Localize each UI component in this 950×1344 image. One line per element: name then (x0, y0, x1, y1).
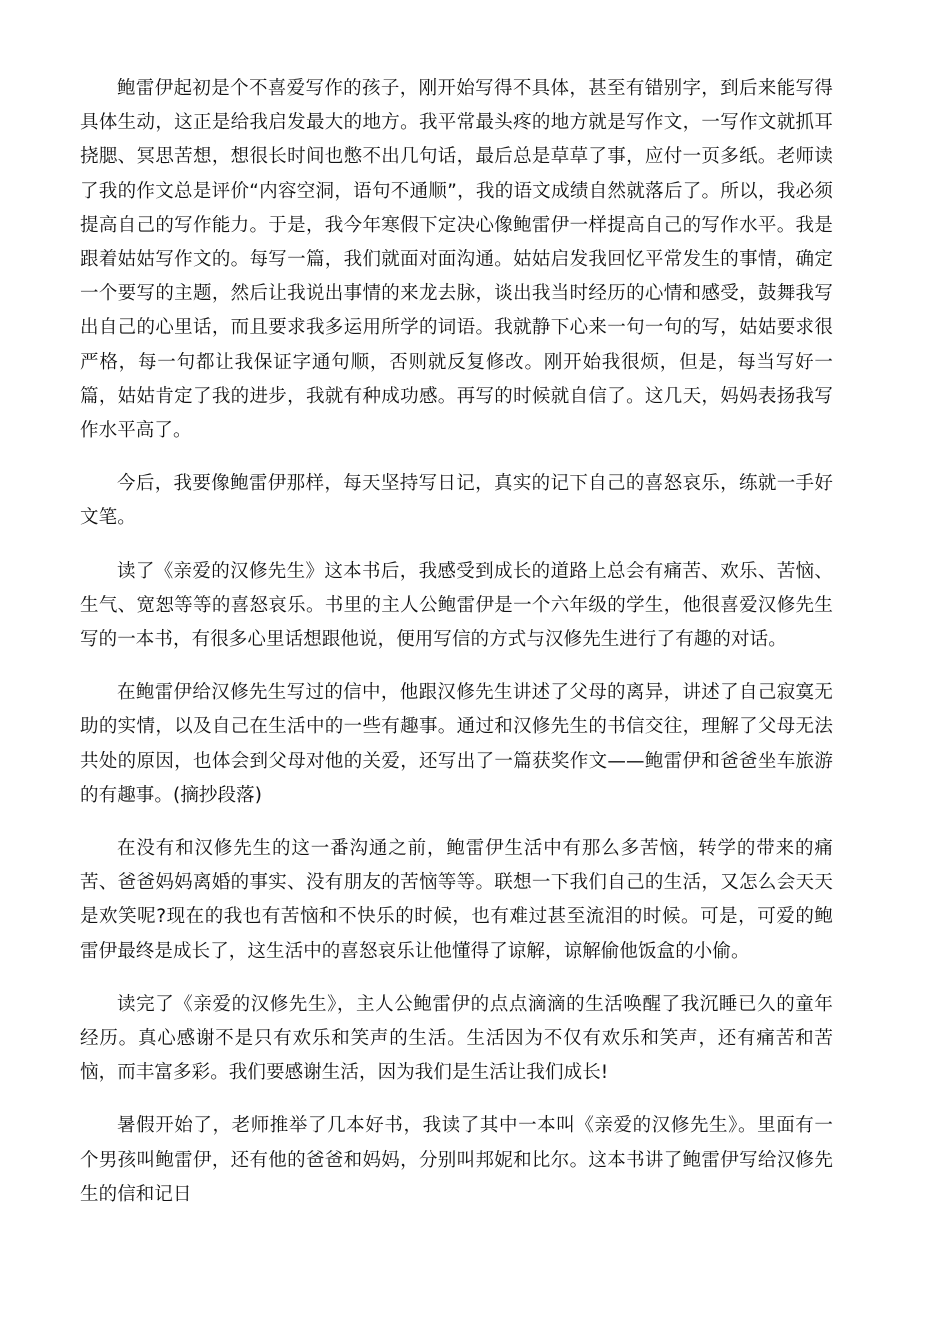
paragraph-4: 在鲍雷伊给汉修先生写过的信中，他跟汉修先生讲述了父母的离异，讲述了自己寂寞无助的实情，以及自己在生活中的一些有趣事。通过和汉修先生的书信交往，理解了父母无法共处的原因，也体会到父母对他的关爱，还写出了一篇获奖作文——鲍雷伊和爸爸坐车旅游的有趣事。(摘抄段落) (80, 682, 833, 806)
paragraph-3: 读了《亲爱的汉修先生》这本书后，我感受到成长的道路上总会有痛苦、欢乐、苦恼、生气、宽恕等等的喜怒哀乐。书里的主人公鲍雷伊是一个六年级的学生，他很喜爱汉修先生写的一本书，有很多心里话想跟他说，便用写信的方式与汉修先生进行了有趣的对话。 (80, 560, 833, 651)
paragraph-7: 暑假开始了，老师推举了几本好书，我读了其中一本叫《亲爱的汉修先生》。里面有一个男孩叫鲍雷伊，还有他的爸爸和妈妈，分别叫邦妮和比尔。这本书讲了鲍雷伊写给汉修先生的信和记日 (80, 1115, 833, 1205)
paragraph-6: 读完了《亲爱的汉修先生》，主人公鲍雷伊的点点滴滴的生活唤醒了我沉睡已久的童年经历。真心感谢不是只有欢乐和笑声的生活。生活因为不仅有欢乐和笑声，还有痛苦和苦恼，而丰富多彩。我们要感谢生活，因为我们是生活让我们成长! (80, 993, 833, 1084)
paragraph-2: 今后，我要像鲍雷伊那样，每天坚持写日记，真实的记下自己的喜怒哀乐，练就一手好文笔。 (80, 473, 833, 529)
paragraph-5: 在没有和汉修先生的这一番沟通之前，鲍雷伊生活中有那么多苦恼，转学的带来的痛苦、爸爸妈妈离婚的事实、没有朋友的苦恼等等。联想一下我们自己的生活，又怎么会天天是欢笑呢?现在的我也有苦恼和不快乐的时候，也有难过甚至流泪的时候。可是，可爱的鲍雷伊最终是成长了，这生活中的喜怒哀乐让他懂得了谅解，谅解偷他饭盒的小偷。 (80, 838, 833, 962)
paragraph-1: 鲍雷伊起初是个不喜爱写作的孩子，刚开始写得不具体，甚至有错别字，到后来能写得具体生动，这正是给我启发最大的地方。我平常最头疼的地方就是写作文，一写作文就抓耳挠腮、冥思苦想，想很长时间也憋不出几句话，最后总是草草了事，应付一页多纸。老师读了我的作文总是评价“内容空洞，语句不通顺”，我的语文成绩自然就落后了。所以，我必须提高自己的写作能力。于是，我今年寒假下定决心像鲍雷伊一样提高自己的写作水平。我是跟着姑姑写作文的。每写一篇，我们就面对面沟通。姑姑启发我回忆平常发生的事情，确定一个要写的主题，然后让我说出事情的来龙去脉，谈出我当时经历的心情和感受，鼓舞我写出自己的心里话，而且要求我多运用所学的词语。我就静下心来一句一句的写，姑姑要求很严格，每一句都让我保证字通句顺，否则就反复修改。刚开始我很烦，但是，每当写好一篇，姑姑肯定了我的进步，我就有种成功感。再写的时候就自信了。这几天，妈妈表扬我写作水平高了。 (80, 78, 833, 442)
